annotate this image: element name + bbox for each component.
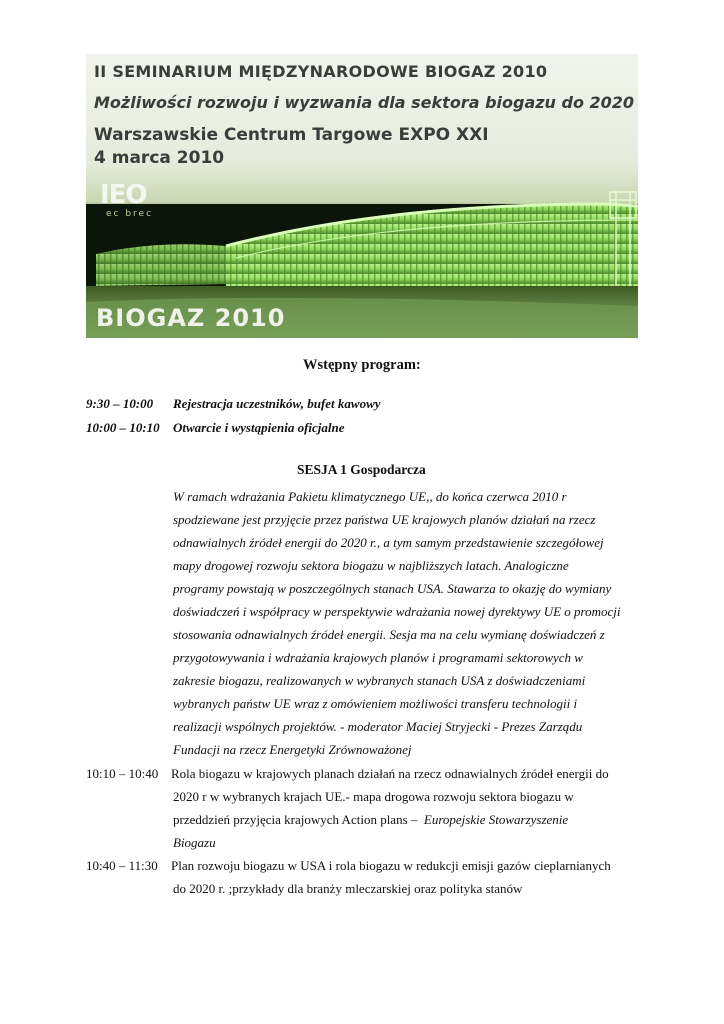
banner-title: II SEMINARIUM MIĘDZYNARODOWE BIOGAZ 2010 bbox=[94, 62, 548, 81]
agenda-text: do 2020 r. ;przykłady dla branży mleczarskiej oraz polityka stanów bbox=[173, 881, 523, 896]
agenda-text: Rejestracja uczestników, bufet kawowy bbox=[173, 396, 381, 411]
description-line: Fundacji na rzecz Energetyki Zrównoważonej bbox=[173, 742, 412, 757]
description-text: realizacji wspólnych projektów. bbox=[173, 719, 337, 734]
speaker-organization: Biogazu bbox=[173, 835, 216, 850]
description-line: zakresie biogazu, realizowanych w wybranych stanach USA z doświadczeniami bbox=[173, 673, 586, 688]
banner-venue: Warszawskie Centrum Targowe EXPO XXI bbox=[94, 125, 489, 145]
description-line: odnawialnych źródeł energii do 2020 r., a tym samym przedstawienie szczegółowej bbox=[173, 535, 604, 550]
agenda-time: 10:10 – 10:40 bbox=[86, 766, 159, 781]
description-line: przygotowywania i wdrażania krajowych planów i programami sektorowych w bbox=[173, 650, 583, 665]
description-line: doświadczeń i współpracy w perspektywie wdrażania nowej dyrektywy UE o promocji bbox=[173, 604, 621, 619]
banner-footer-title: BIOGAZ 2010 bbox=[96, 304, 286, 332]
agenda-time: 9:30 – 10:00 bbox=[86, 396, 154, 411]
ieo-logo: IEO bbox=[100, 180, 147, 210]
description-line: spodziewane jest przyjęcie przez państwa UE krajowych planów działań na rzecz bbox=[173, 512, 596, 527]
program-heading: Wstępny program: bbox=[303, 357, 421, 373]
speaker-organization: Europejskie Stowarzyszenie bbox=[423, 812, 569, 827]
description-line: wybranych państw UE wraz z omówieniem możliwości transferu technologii i bbox=[173, 696, 578, 711]
agenda-time: 10:40 – 11:30 bbox=[86, 858, 158, 873]
agenda-text: Plan rozwoju biogazu w USA i rola biogazu w redukcji emisji gazów cieplarnianych bbox=[171, 858, 611, 873]
ieo-logo-subtext: ec brec bbox=[106, 209, 154, 219]
description-line: W ramach wdrażania Pakietu klimatycznego UE,, do końca czerwca 2010 r bbox=[173, 489, 567, 504]
seminar-banner bbox=[86, 54, 638, 338]
session-title: SESJA 1 Gospodarcza bbox=[297, 462, 426, 477]
description-line: mapy drogowej rozwoju sektora biogazu w najbliższych latach. Analogiczne bbox=[173, 558, 569, 573]
description-line bbox=[173, 719, 582, 735]
description-line: programy powstają w poszczególnych stanach USA. Stawarza to okazję do wymiany bbox=[173, 581, 612, 596]
agenda-text: Rola biogazu w krajowych planach działań na rzecz odnawialnych źródeł energii do bbox=[171, 766, 609, 781]
agenda-text bbox=[173, 812, 568, 828]
agenda-text-part: przeddzień przyjęcia krajowych Action plans – bbox=[173, 812, 418, 827]
agenda-time: 10:00 – 10:10 bbox=[86, 420, 160, 435]
agenda-text: 2020 r w wybranych krajach UE.- mapa drogowa rozwoju sektora biogazu w bbox=[173, 789, 574, 804]
banner-subtitle: Możliwości rozwoju i wyzwania dla sektora biogazu do 2020 bbox=[94, 93, 635, 112]
moderator-info: - moderator Maciej Stryjecki - Prezes Zarządu bbox=[340, 719, 583, 734]
description-line: stosowania odnawialnych źródeł energii. Sesja ma na celu wymianę doświadczeń z bbox=[173, 627, 605, 642]
agenda-text: Otwarcie i wystąpienia oficjalne bbox=[173, 420, 345, 435]
banner-date: 4 marca 2010 bbox=[94, 148, 225, 168]
